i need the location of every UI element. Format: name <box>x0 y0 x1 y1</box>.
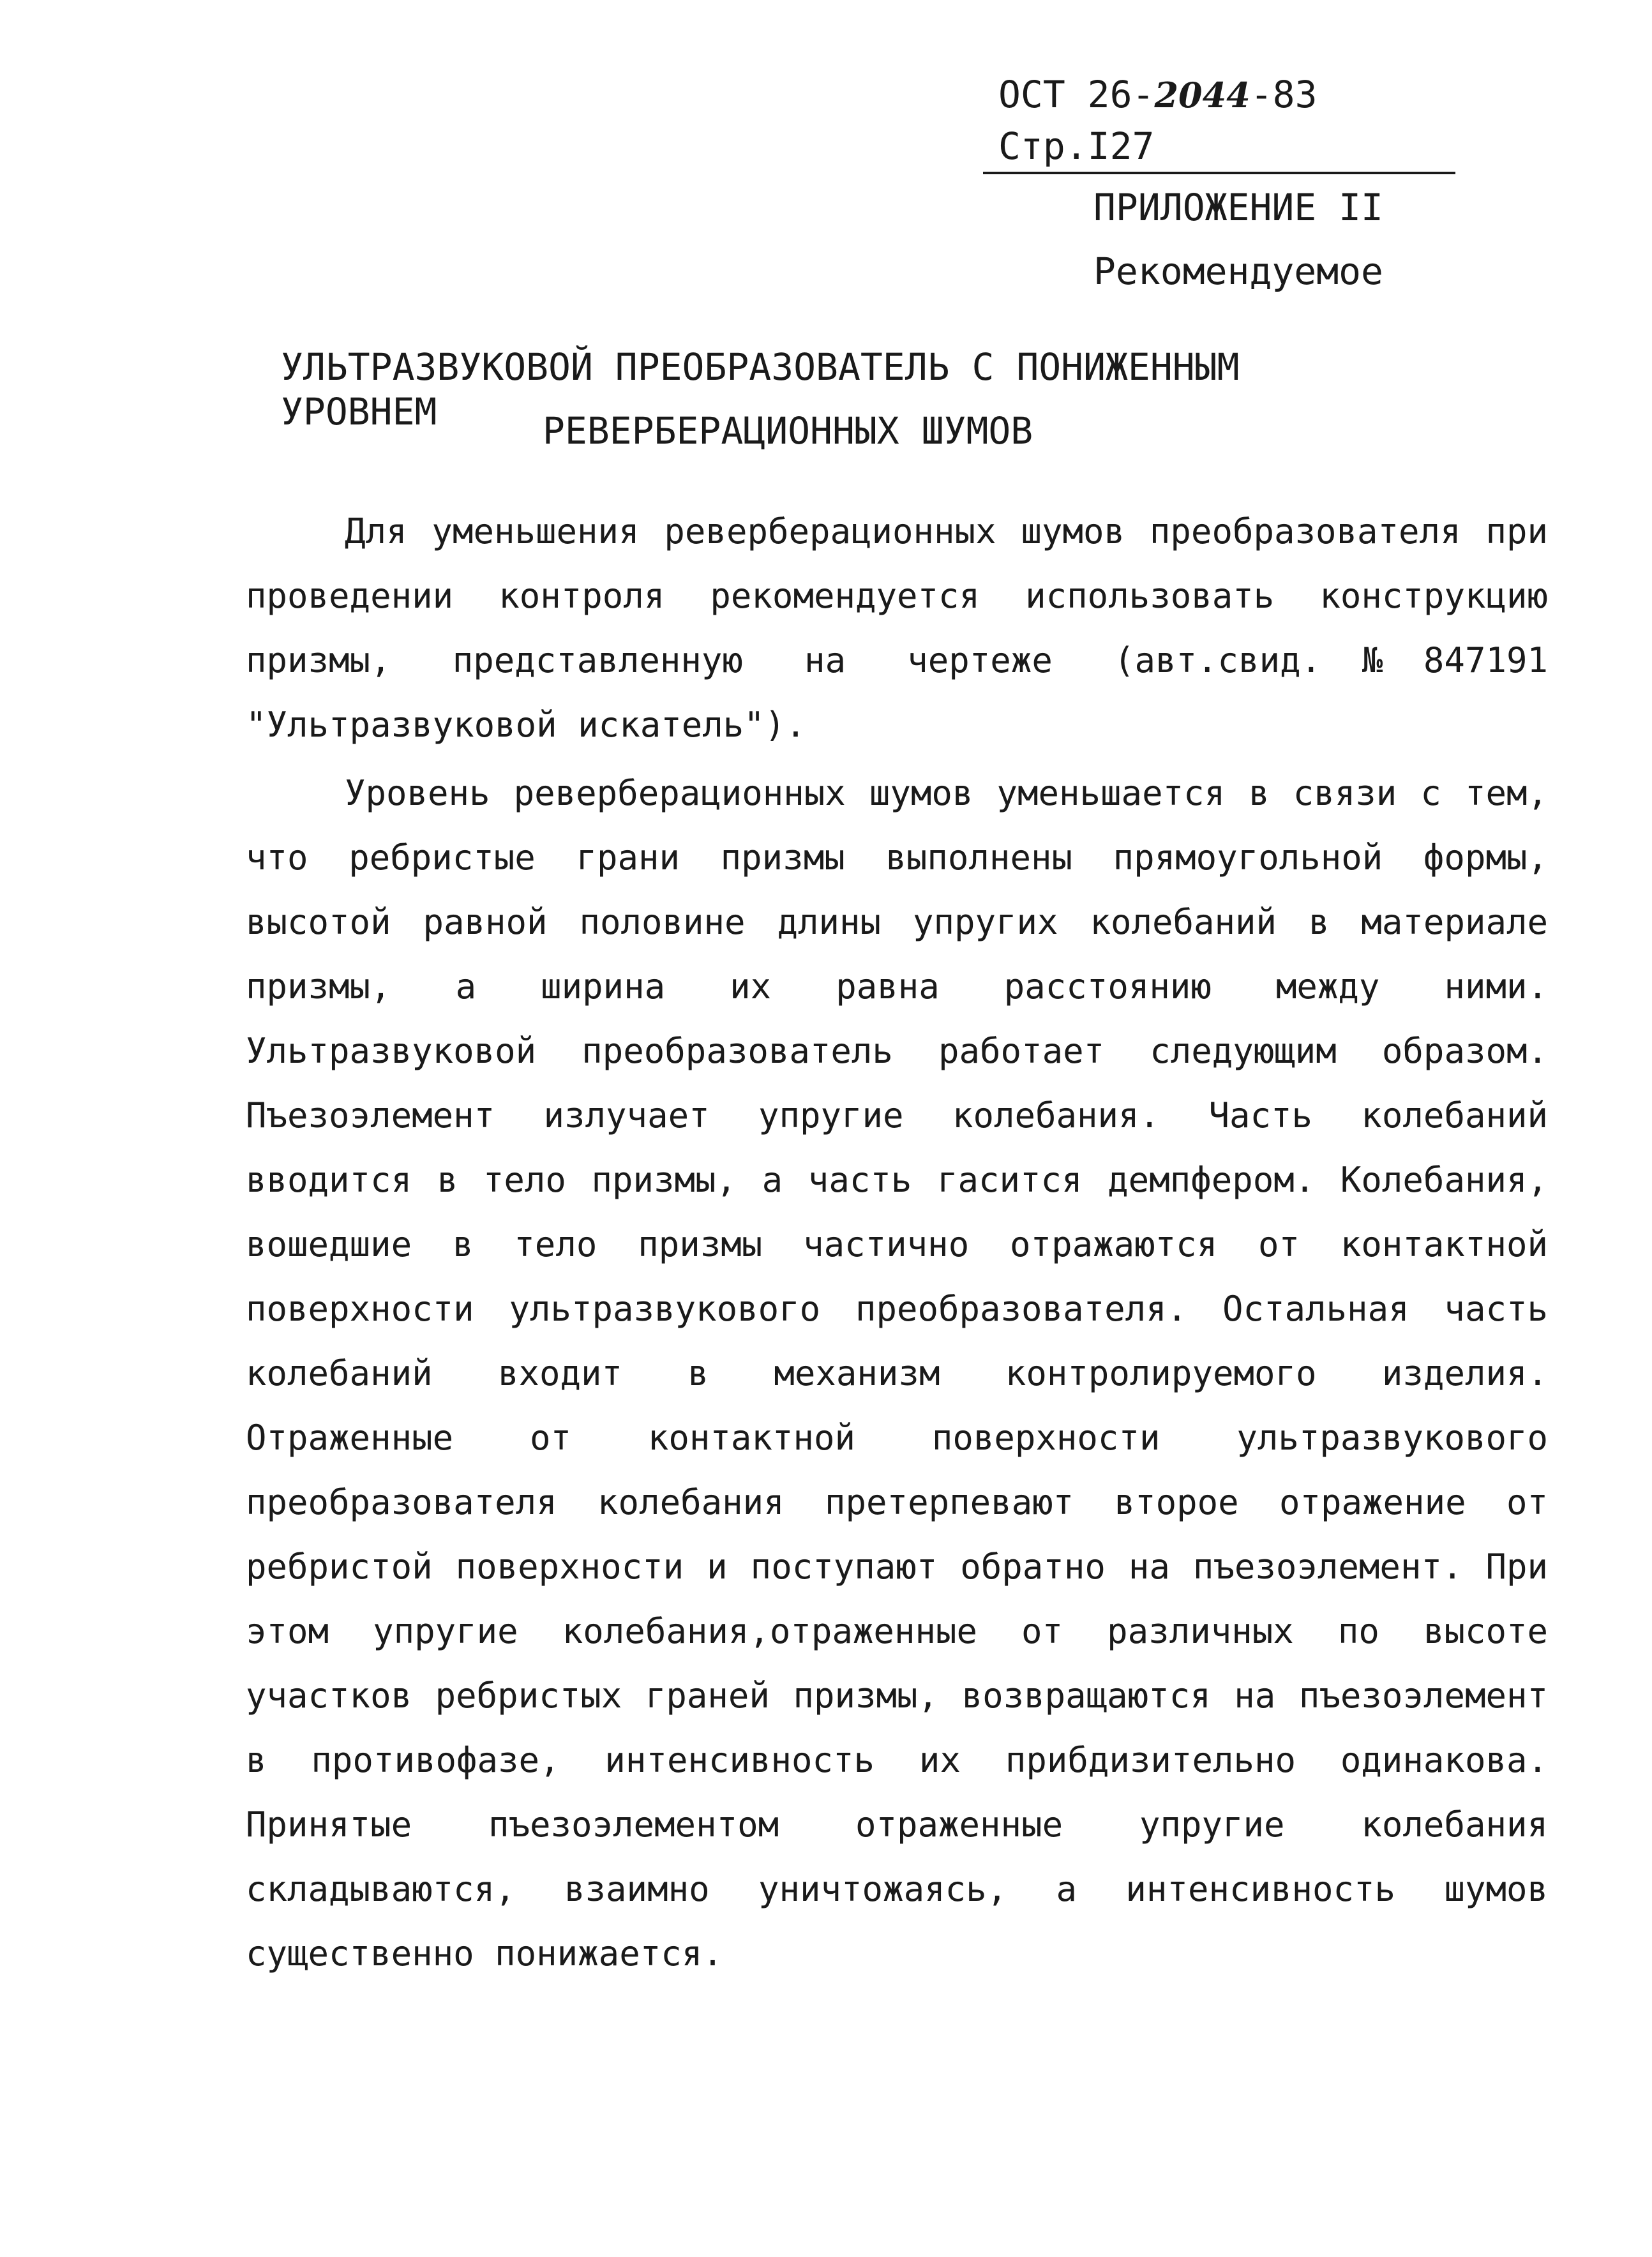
reference-number: 2044 <box>1154 75 1250 116</box>
document-title-line-2: РЕВЕРБЕРАЦИОННЫХ ШУМОВ <box>543 409 1033 453</box>
appendix-type: Рекомендуемое <box>1093 250 1383 293</box>
document-reference <box>983 69 1455 174</box>
body-paragraph-2: Уровень реверберационных шумов уменьшается в связи с тем, что ребристые грани призмы выполнены прямоугольной формы, высотой равной половине длины упругих колебаний в материале призмы, а ширина их равна расстоянию между ними. Ультразвуковой преобразователь работает следующим образом. Пъезоэлемент излучает упругие колебания. Часть колебаний вводится в тело призмы, а часть гасится демпфером. Колебания, вошедшие в тело призмы частично отражаются от контактной поверхности ультразвукового преобразователя. Остальная часть колебаний входит в механизм контролируемого изделия. Отраженные от контактной поверхности ультразвукового преобразователя колебания претерпевают второе отражение от ребристой поверхности и поступают обратно на пъезоэлемент. При этом упругие колебания,отраженные от различных по высоте участков ребристых граней призмы, возвращаются на пъезоэлемент в противофазе, интенсивность их прибдизительно одинакова. Принятые пъезоэлементом отраженные упругие колебания складываются, взаимно уничтожаясь, а интенсивность шумов существенно понижается. <box>246 773 1548 1974</box>
reference-suffix: -83 Стр.I27 <box>998 73 1318 168</box>
reference-prefix: ОСТ 26- <box>998 73 1155 116</box>
document-title-line-1: УЛЬТРАЗВУКОВОЙ ПРЕОБРАЗОВАТЕЛЬ С ПОНИЖЕННЫМ УРОВНЕМ <box>281 345 1240 433</box>
body-paragraph-1: Для уменьшения реверберационных шумов преобразователя при проведении контроля рекомендуется использовать конструкцию призмы, представленную на чертеже (авт.свид.№847191 "Ультразвуковой искатель"). <box>246 511 1548 745</box>
appendix-number: ПРИЛОЖЕНИЕ II <box>1093 186 1383 229</box>
